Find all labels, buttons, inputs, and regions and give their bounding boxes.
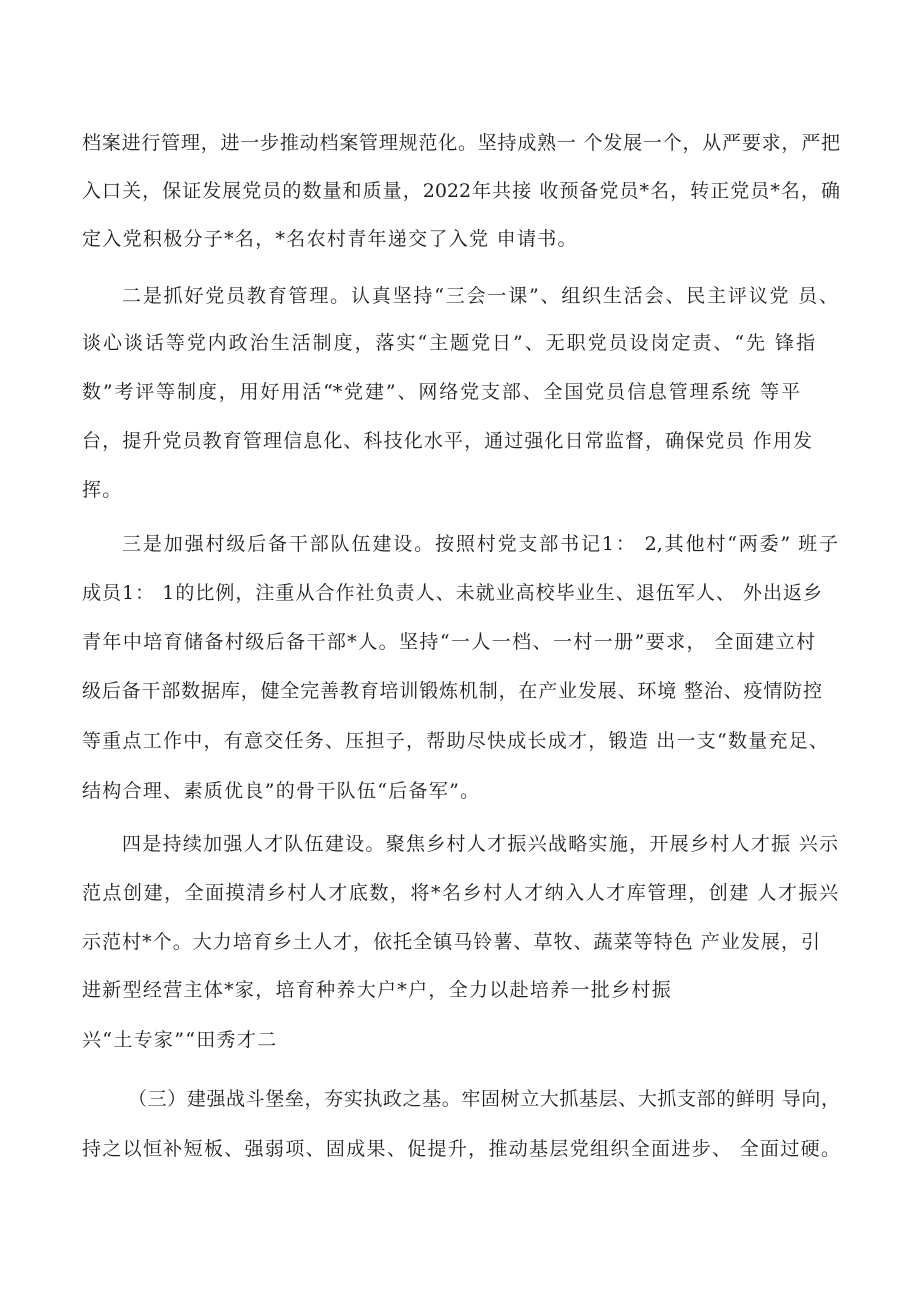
text-line: 三是加强村级后备干部队伍建设。按照村党支部书记1： 2,其他村“两委” 班子 bbox=[122, 533, 838, 555]
text-line: 等重点工作中，有意交任务、压担子，帮助尽快成长成才，锻造 出一支“数量充足、 bbox=[82, 730, 828, 752]
text-line: 示范村*个。大力培育乡土人才，依托全镇马铃薯、草牧、蔬菜等特色 产业发展，引 bbox=[82, 931, 820, 953]
text-line: 谈心谈话等党内政治生活制度，落实“主题党日”、无职党员设岗定责、“先 锋指 bbox=[82, 332, 815, 354]
text-line: 档案进行管理，进一步推动档案管理规范化。坚持成熟一 个发展一个，从严要求，严把 bbox=[82, 132, 840, 154]
text-line: 成员1： 1的比例，注重从合作社负责人、未就业高校毕业生、退伍军人、 外出返乡 bbox=[82, 582, 822, 604]
text-line: 四是持续加强人才队伍建设。聚焦乡村人才振兴战略实施，开展乡村人才振 兴示 bbox=[122, 833, 838, 855]
text-line: 进新型经营主体*家，培育种养大户*户，全力以赴培养一批乡村振 bbox=[82, 979, 673, 1001]
text-line: （三）建强战斗堡垒，夯实执政之基。牢固树立大抓基层、大抓支部的鲜明 导向， bbox=[128, 1088, 840, 1110]
text-line: 兴“土专家”“田秀才二 bbox=[82, 1029, 278, 1051]
text-line: 入口关，保证发展党员的数量和质量，2022年共接 收预备党员*名，转正党员*名，确 bbox=[82, 180, 840, 202]
text-line: 台，提升党员教育管理信息化、科技化水平，通过强化日常监督，确保党员 作用发 bbox=[82, 430, 812, 452]
text-line: 二是抓好党员教育管理。认真坚持“三会一课”、组织生活会、民主评议党 员、 bbox=[122, 285, 838, 307]
text-line: 定入党积极分子*名，*名农村青年递交了入党 申请书。 bbox=[82, 228, 578, 250]
text-line: 挥。 bbox=[82, 479, 123, 501]
text-line: 持之以恒补短板、强弱项、固成果、促提升，推动基层党组织全面进步、 全面过硬。 bbox=[82, 1138, 840, 1160]
text-line: 结构合理、素质优良”的骨干队伍“后备军”。 bbox=[82, 780, 481, 802]
text-line: 青年中培育储备村级后备干部*人。坚持“一人一档、一村一册”要求， 全面建立村 bbox=[82, 631, 815, 653]
text-line: 范点创建，全面摸清乡村人才底数，将*名乡村人才纳入人才库管理，创建 人才振兴 bbox=[82, 882, 838, 904]
text-line: 数”考评等制度，用好用活“*党建”、网络党支部、全国党员信息管理系统 等平 bbox=[82, 381, 800, 403]
text-line: 级后备干部数据库，健全完善教育培训锻炼机制，在产业发展、环境 整治、疫情防控 bbox=[82, 680, 822, 702]
